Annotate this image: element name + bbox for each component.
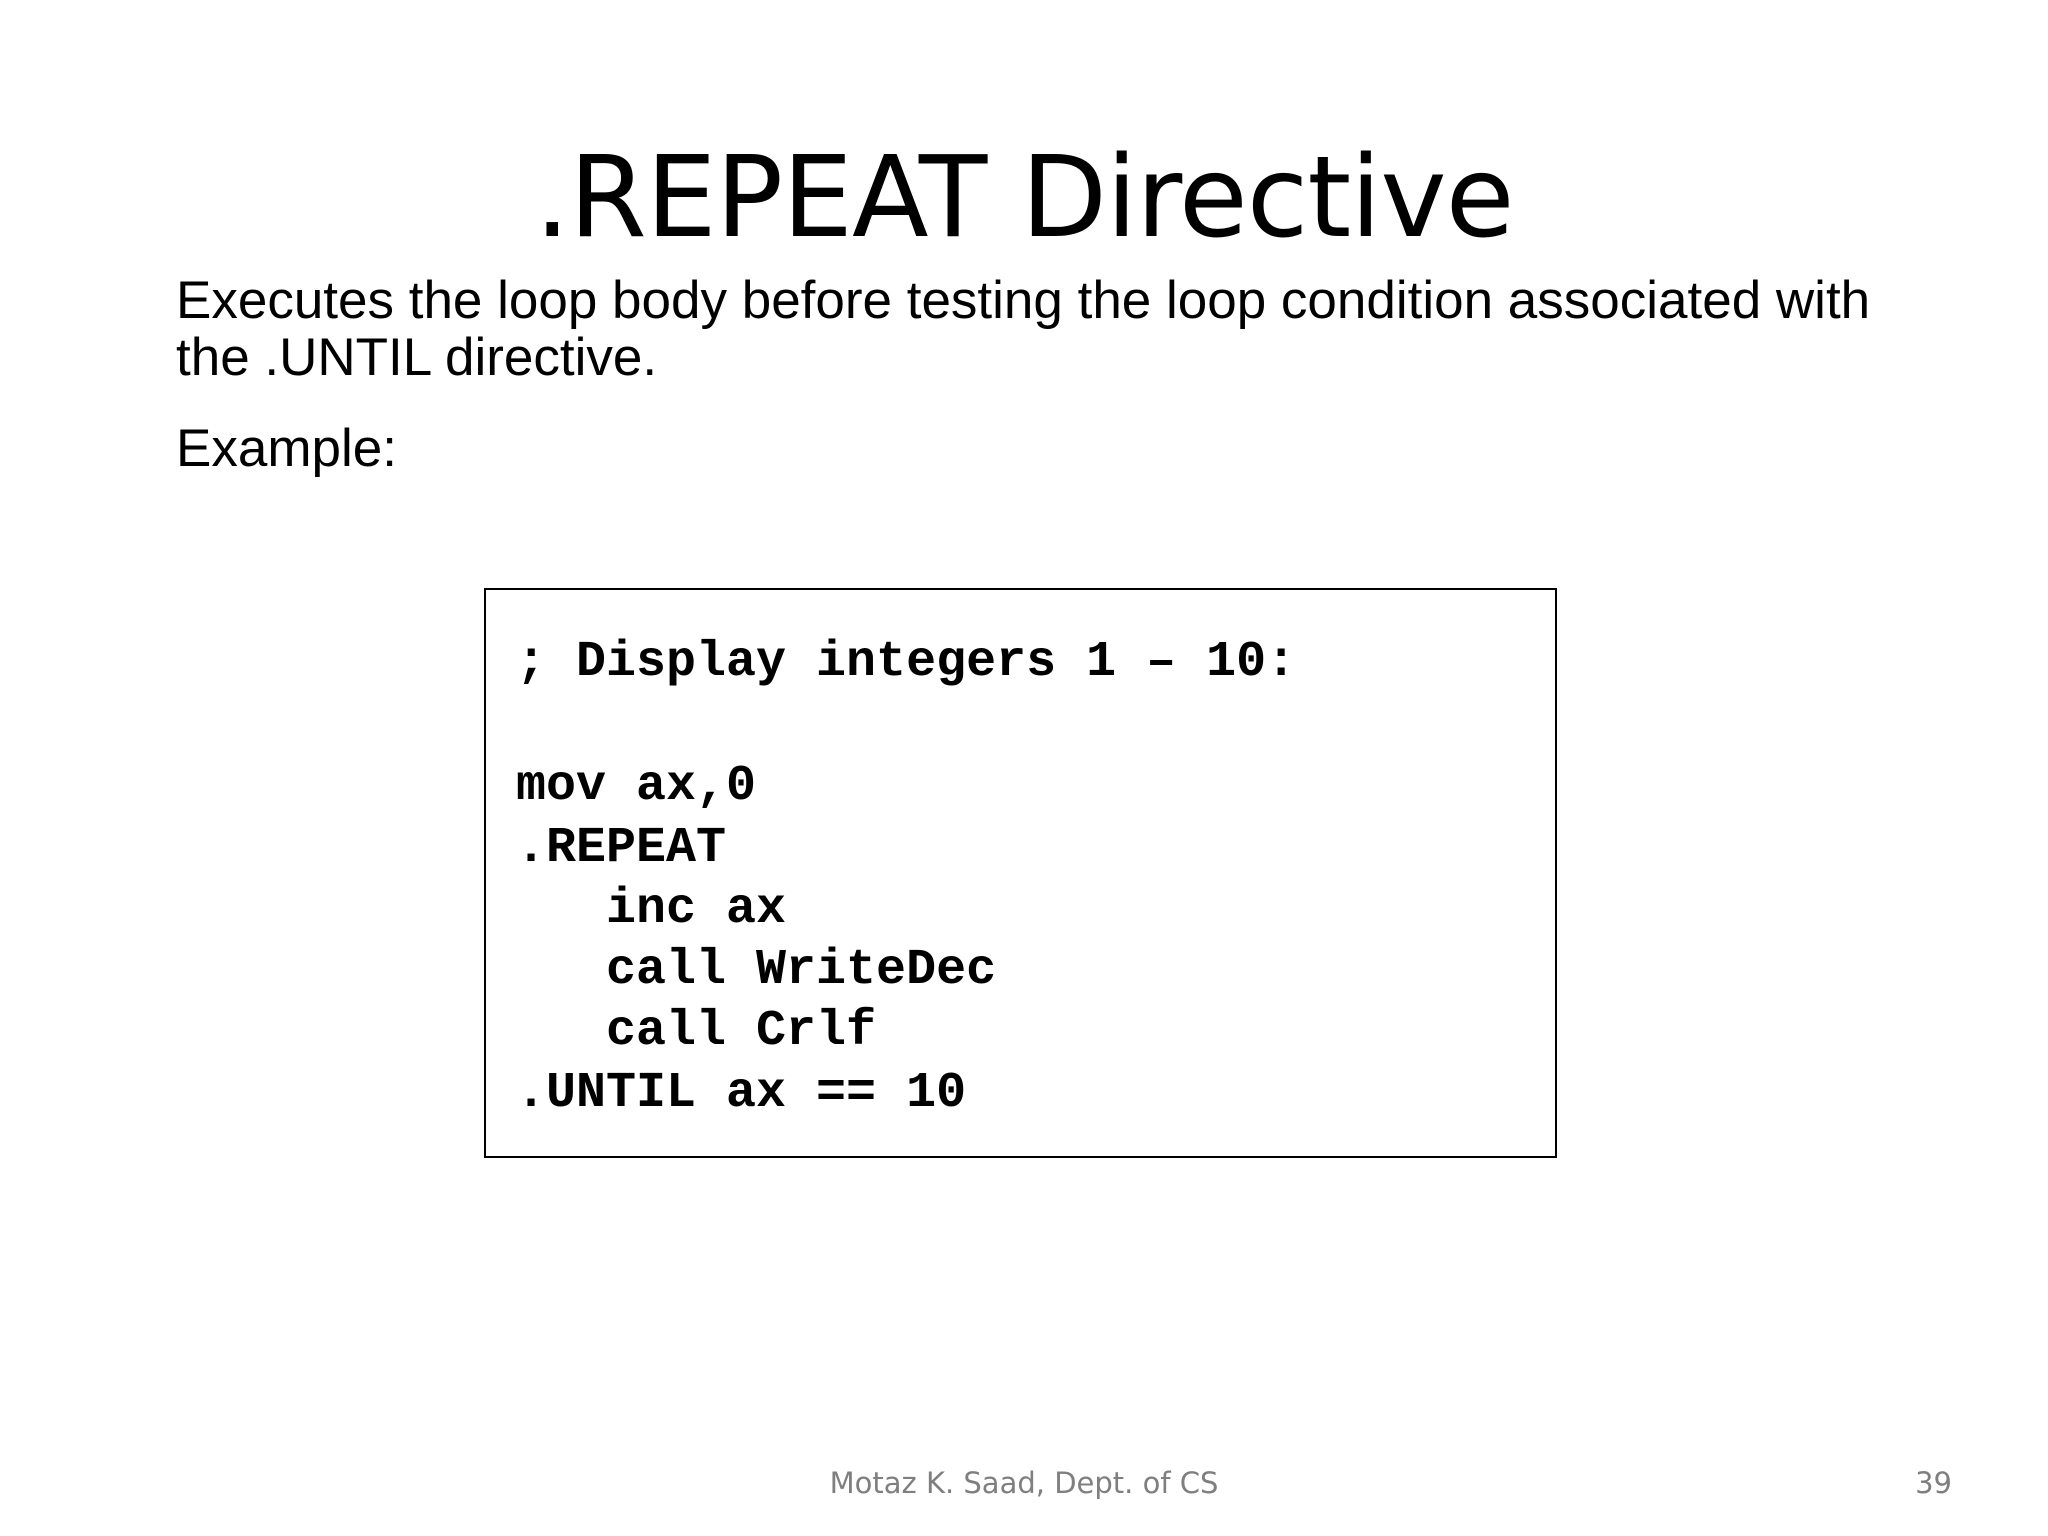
slide-title: .REPEAT Directive (534, 133, 1514, 263)
example-label: Example: (176, 419, 397, 478)
code-line-until: .UNTIL ax == 10 (516, 1065, 967, 1122)
description-text (176, 272, 1896, 386)
description-line-1: Executes the loop body before testing the loop condition associated with (176, 271, 1871, 330)
code-line-call-writedec: call WriteDec (516, 942, 997, 999)
footer-author: Motaz K. Saad, Dept. of CS (829, 1466, 1219, 1500)
code-example-box (484, 588, 1557, 1158)
code-comment-line: ; Display integers 1 – 10: (516, 634, 1297, 691)
code-line-mov: mov ax,0 (516, 758, 757, 815)
page-number: 39 (1915, 1466, 1952, 1500)
description-line-2: the .UNTIL directive. (176, 328, 658, 387)
code-line-inc: inc ax (516, 881, 787, 938)
code-line-call-crlf: call Crlf (516, 1003, 877, 1060)
code-line-repeat: .REPEAT (516, 820, 727, 877)
